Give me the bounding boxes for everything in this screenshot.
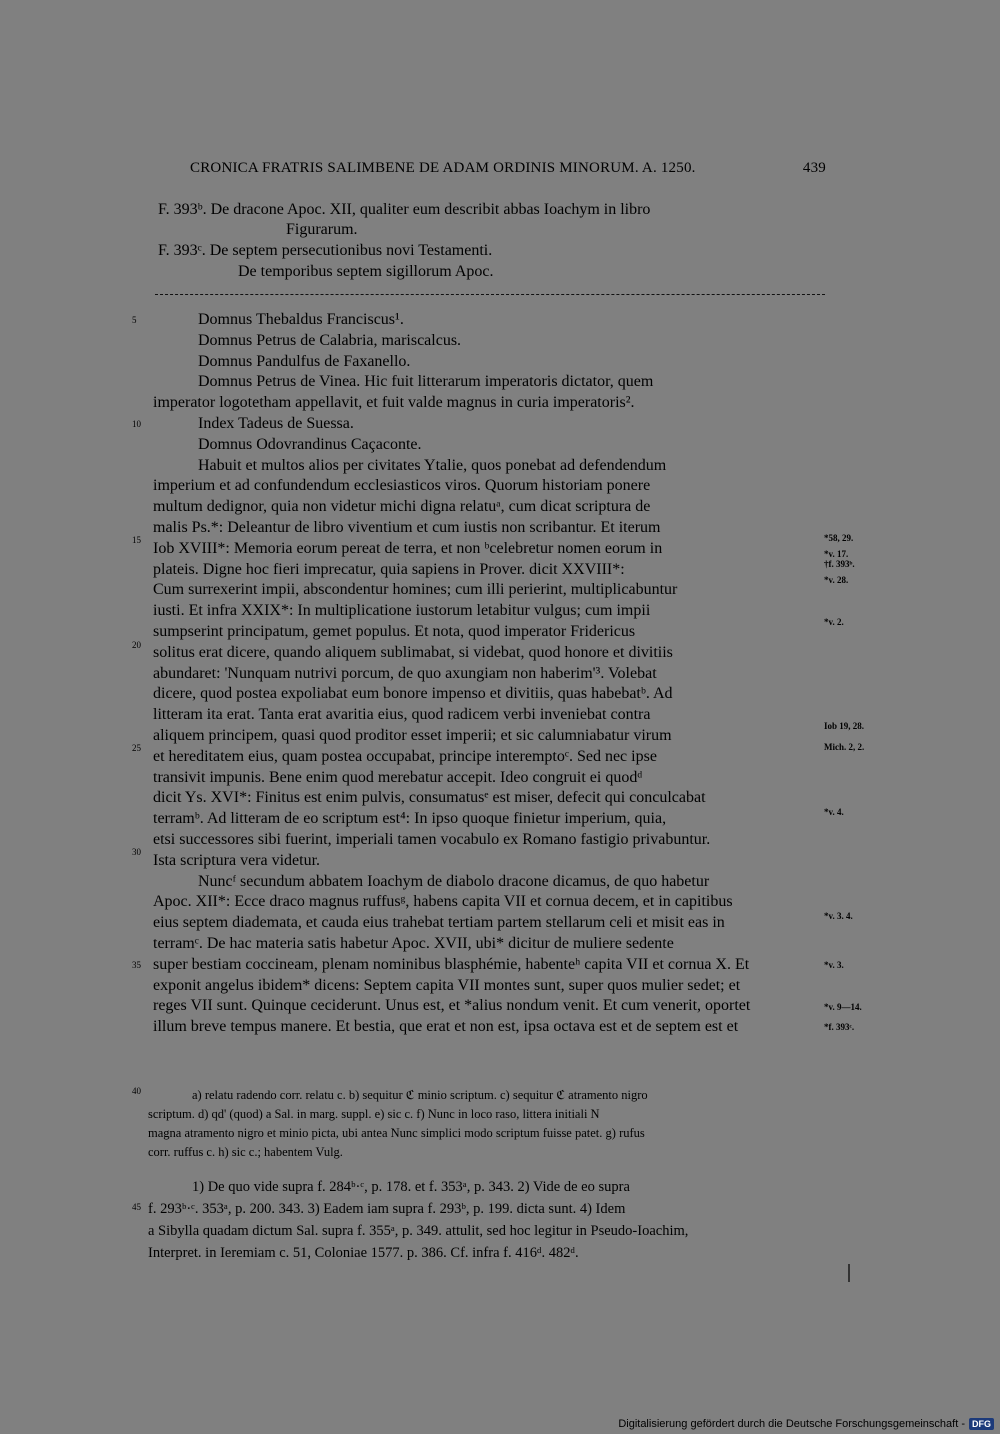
- margin-reference: *f. 393ᶜ.: [824, 1022, 855, 1032]
- header-title: CRONICA FRATRIS SALIMBENE DE ADAM ORDINIS MINORUM. A. 1250.: [190, 160, 696, 176]
- text-line: litteram ita erat. Tanta erat avaritia eius, quod radicem verbi inveniebat contra: [153, 706, 651, 724]
- text-line: iusti. Et infra XXIX*: In multiplicatione iustorum letabitur vulgus; cum impii: [153, 602, 651, 620]
- dfg-logo: DFG: [969, 1418, 994, 1430]
- text-line: Domnus Odovrandinus Caçaconte.: [198, 435, 422, 453]
- toc-line: De temporibus septem sigillorum Apoc.: [238, 263, 494, 280]
- text-line: dicere, quod postea expoliabat eum bonore impenso et divitiis, quas habebatᵇ. Ad: [153, 685, 673, 703]
- line-number: 25: [132, 743, 141, 753]
- text-line: Habuit et multos alios per civitates Ytalie, quos ponebat ad defendendum: [198, 456, 667, 474]
- text-line: Cum surrexerint impii, abscondentur homines; cum illi perierint, multiplicabuntur: [153, 581, 678, 599]
- text-line: exponit angelus ibidem* dicens: Septem capita VII montes sunt, super quos mulier sedet; et: [153, 976, 741, 994]
- text-line: illum breve tempus manere. Et bestia, que erat et non est, ipsa octava est et de septem est et: [153, 1018, 739, 1036]
- margin-reference: Mich. 2, 2.: [824, 742, 865, 752]
- line-number: 30: [132, 847, 141, 857]
- separator-rule: [155, 294, 825, 295]
- text-line: plateis. Digne hoc fieri imprecatur, quia sapiens in Prover. dicit XXVIII*:: [153, 560, 625, 578]
- text-line: super bestiam coccineam, plenam nominibus blasphémie, habenteʰ capita VII et cornua X. Et: [153, 955, 750, 973]
- text-line: sumpserint principatum, gemet populus. Et nota, quod imperator Fridericus: [153, 623, 636, 640]
- margin-reference: *v. 28.: [824, 575, 849, 585]
- text-line: Nuncᶠ secundum abbatem Ioachym de diabolo dracone dicamus, de quo habetur: [198, 872, 710, 890]
- line-number: 10: [132, 419, 141, 429]
- text-line: Ista scriptura vera videtur.: [153, 851, 321, 869]
- text-line: imperium et ad confundendum ecclesiasticos viros. Quorum historiam ponere: [153, 477, 651, 495]
- margin-reference: *v. 3.: [824, 960, 844, 970]
- page-number: 439: [802, 160, 826, 176]
- footnote-line: a Sibylla quadam dictum Sal. supra f. 355ᵃ, p. 349. attulit, sed hoc legitur in Pseudo-Ioachim,: [148, 1223, 689, 1239]
- text-line: terramᵇ. Ad litteram de eo scriptum est⁴: In ipso quoque finietur imperium, quia,: [153, 810, 667, 828]
- line-number: 20: [132, 640, 141, 650]
- footnote-line: 1) De quo vide supra f. 284ᵇ·ᶜ, p. 178. et f. 353ᵃ, p. 343. 2) Vide de eo supra: [192, 1179, 630, 1195]
- margin-reference: *v. 9—14.: [824, 1002, 862, 1012]
- margin-reference: *v. 4.: [824, 807, 844, 817]
- line-number: 5: [132, 315, 137, 325]
- text-line: dicit Ys. XVI*: Finitus est enim pulvis, consumatusᵉ est miser, defecit qui conculcabat: [153, 789, 706, 807]
- text-line: Domnus Petrus de Vinea. Hic fuit litterarum imperatoris dictator, quem: [198, 373, 654, 391]
- text-line: eius septem diademata, et cauda eius trahebat tertiam partem stellarum celi et misit eas in: [153, 914, 725, 932]
- apparatus-line: a) relatu radendo corr. relatu c. b) sequitur ℭ minio scriptum. c) sequitur ℭ atramento nigro: [192, 1088, 648, 1102]
- text-line: terramᶜ. De hac materia satis habetur Apoc. XVII, ubi* dicitur de muliere sedente: [153, 935, 674, 952]
- apparatus-line: corr. ruffus c. h) sic c.; habentem Vulg.: [148, 1145, 343, 1159]
- footnote-line: f. 293ᵇ·ᶜ. 353ᵃ, p. 200. 343. 3) Eadem iam supra f. 293ᵇ, p. 199. dicta sunt. 4) Idem: [148, 1201, 626, 1217]
- toc-line: F. 393ᶜ. De septem persecutionibus novi Testamenti.: [158, 242, 493, 259]
- running-header: [190, 160, 830, 177]
- margin-reference: †f. 393ᵇ.: [824, 559, 855, 569]
- apparatus-line: scriptum. d) qd' (quod) a Sal. in marg. suppl. e) sic c. f) Nunc in loco raso, littera initiali N: [148, 1107, 600, 1121]
- margin-reference: Iob 19, 28.: [824, 721, 865, 731]
- toc-line: F. 393ᵇ. De dracone Apoc. XII, qualiter eum describit abbas Ioachym in libro: [158, 201, 651, 218]
- line-number: 45: [132, 1202, 141, 1212]
- text-line: aliquem principem, quasi quod proditor esset imperii; et sic calumniabatur virum: [153, 727, 672, 744]
- text-line: Domnus Thebaldus Franciscus¹.: [198, 311, 404, 328]
- margin-reference: *v. 17.: [824, 549, 849, 559]
- margin-reference: *v. 3. 4.: [824, 911, 853, 921]
- text-line: Iob XVIII*: Memoria eorum pereat de terra, et non ᵇcelebretur nomen eorum in: [153, 539, 663, 557]
- text-line: et hereditatem eius, quam postea occupabat, principe interemptoᶜ. Sed nec ipse: [153, 747, 657, 765]
- apparatus-line: magna atramento nigro et minio picta, ubi antea Nunc simplici modo scriptum fuisse patet. g) rufus: [148, 1126, 645, 1140]
- margin-reference: *58, 29.: [824, 533, 854, 543]
- text-line: transivit impunis. Bene enim quod merebatur accepit. Ideo congruit ei quodᵈ: [153, 768, 643, 786]
- text-line: solitus erat dicere, quando aliquem sublimabat, si videbat, quod honore et divitiis: [153, 643, 673, 661]
- text-line: etsi successores sibi fuerint, imperiali tamen vocabulo ex Romano fastigio privabuntur.: [153, 831, 711, 848]
- text-line: malis Ps.*: Deleantur de libro viventium et cum iustis non scribantur. Et iterum: [153, 519, 661, 536]
- scan-artifact: [848, 1264, 850, 1282]
- margin-reference: *v. 2.: [824, 617, 844, 627]
- line-number: 40: [132, 1086, 141, 1096]
- footer-text: Digitalisierung gefördert durch die Deutsche Forschungsgemeinschaft -: [618, 1418, 965, 1430]
- line-number: 35: [132, 960, 141, 970]
- line-number: 15: [132, 535, 141, 545]
- text-line: reges VII sunt. Quinque ceciderunt. Unus est, et *alius nondum venit. Et cum venerit, oportet: [153, 997, 751, 1015]
- text-line: Index Tadeus de Suessa.: [198, 415, 354, 432]
- text-line: multum dedignor, quia non videtur michi digna relatuᵃ, cum dicat scriptura de: [153, 498, 651, 516]
- text-line: imperator logotetham appellavit, et fuit valde magnus in curia imperatoris².: [153, 394, 635, 412]
- text-line: Domnus Pandulfus de Faxanello.: [198, 352, 411, 370]
- text-line: Apoc. XII*: Ecce draco magnus ruffusᵍ, habens capita VII et cornua decem, et in capitibus: [153, 893, 733, 911]
- digitization-footer: [618, 1418, 994, 1430]
- footnote-line: Interpret. in Ieremiam c. 51, Coloniae 1577. p. 386. Cf. infra f. 416ᵈ. 482ᵈ.: [148, 1245, 579, 1261]
- text-line: abundaret: 'Nunquam nutrivi porcum, de quo axungiam non haberim'³. Volebat: [153, 664, 657, 682]
- text-line: Domnus Petrus de Calabria, mariscalcus.: [198, 331, 462, 349]
- toc-line: Figurarum.: [286, 221, 358, 238]
